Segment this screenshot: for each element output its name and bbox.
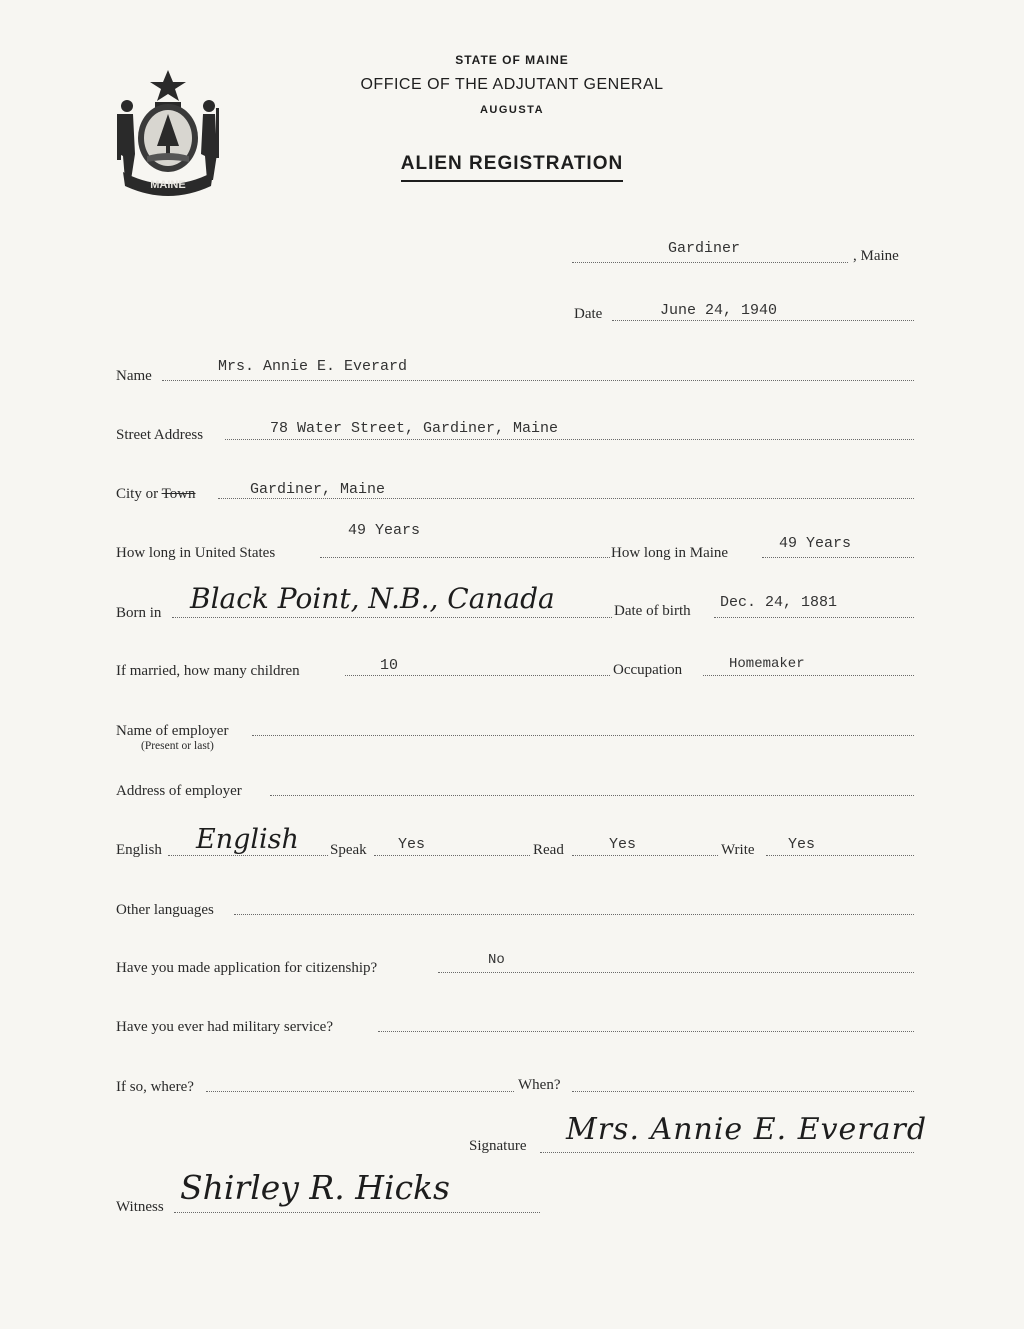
where-line — [206, 1091, 514, 1092]
dob-label: Date of birth — [614, 603, 691, 619]
us-duration-label: How long in United States — [116, 545, 276, 561]
military-line — [378, 1031, 914, 1032]
maine-duration-line — [762, 557, 914, 558]
citizenship-line — [438, 972, 914, 973]
office-heading: OFFICE OF THE ADJUTANT GENERAL — [360, 76, 664, 93]
location-value[interactable]: Gardiner — [668, 240, 741, 257]
children-line — [345, 675, 610, 676]
military-label: Have you ever had military service? — [116, 1019, 333, 1035]
children-label: If married, how many children — [116, 663, 300, 679]
children-value[interactable]: 10 — [380, 657, 399, 674]
english-label: English — [116, 842, 162, 858]
us-duration-value[interactable]: 49 Years — [348, 522, 421, 539]
dob-line — [714, 617, 914, 618]
read-value[interactable]: Yes — [609, 836, 637, 853]
witness-label: Witness — [116, 1199, 164, 1215]
location-line — [572, 262, 848, 263]
witness-line — [174, 1212, 540, 1213]
write-line — [766, 855, 914, 856]
english-handwritten-value[interactable]: English — [196, 824, 299, 855]
city-line — [218, 498, 914, 499]
maine-suffix-label: , Maine — [853, 248, 899, 264]
state-seal-icon — [113, 68, 223, 196]
occupation-label: Occupation — [613, 662, 683, 678]
other-languages-label: Other languages — [116, 902, 214, 918]
speak-line — [374, 855, 530, 856]
city-label: City or Town — [116, 486, 196, 502]
read-label: Read — [533, 842, 564, 858]
occupation-line — [703, 675, 914, 676]
employer-line — [252, 735, 914, 736]
english-line — [168, 855, 328, 856]
name-value[interactable]: Mrs. Annie E. Everard — [218, 358, 408, 375]
witness-signature[interactable]: Shirley R. Hicks — [180, 1168, 450, 1207]
street-line — [225, 439, 914, 440]
born-label: Born in — [116, 605, 162, 621]
dob-value[interactable]: Dec. 24, 1881 — [720, 594, 838, 611]
when-label: When? — [518, 1077, 561, 1093]
street-value[interactable]: 78 Water Street, Gardiner, Maine — [270, 420, 559, 437]
signature-line — [540, 1152, 914, 1153]
employer-sublabel: (Present or last) — [141, 740, 214, 752]
citizenship-label: Have you made application for citizenship? — [116, 960, 378, 976]
speak-label: Speak — [330, 842, 367, 858]
seal-banner-text: MAINE — [150, 179, 186, 191]
us-duration-line — [320, 557, 610, 558]
speak-value[interactable]: Yes — [398, 836, 426, 853]
name-label: Name — [116, 368, 152, 384]
born-line — [172, 617, 612, 618]
form-title: ALIEN REGISTRATION — [0, 153, 1024, 175]
employer-address-label: Address of employer — [116, 783, 242, 799]
maine-duration-label: How long in Maine — [611, 545, 729, 561]
other-languages-line — [234, 914, 914, 915]
signature-value[interactable]: Mrs. Annie E. Everard — [566, 1112, 928, 1147]
born-handwritten-value[interactable]: Black Point, N.B., Canada — [190, 582, 555, 615]
when-line — [572, 1091, 914, 1092]
occupation-value[interactable]: Homemaker — [729, 656, 805, 672]
employer-address-line — [270, 795, 914, 796]
name-line — [162, 380, 914, 381]
write-label: Write — [721, 842, 755, 858]
maine-duration-value[interactable]: 49 Years — [779, 535, 852, 552]
date-label: Date — [574, 306, 603, 322]
city-heading: AUGUSTA — [479, 104, 545, 116]
date-value[interactable]: June 24, 1940 — [660, 302, 778, 319]
employer-label: Name of employer — [116, 723, 229, 739]
signature-label: Signature — [469, 1138, 527, 1154]
city-value[interactable]: Gardiner, Maine — [250, 481, 386, 498]
read-line — [572, 855, 718, 856]
state-heading: STATE OF MAINE — [455, 53, 569, 67]
where-label: If so, where? — [116, 1079, 194, 1095]
street-label: Street Address — [116, 427, 204, 443]
write-value[interactable]: Yes — [788, 836, 816, 853]
citizenship-value[interactable]: No — [488, 952, 505, 968]
date-line — [612, 320, 914, 321]
